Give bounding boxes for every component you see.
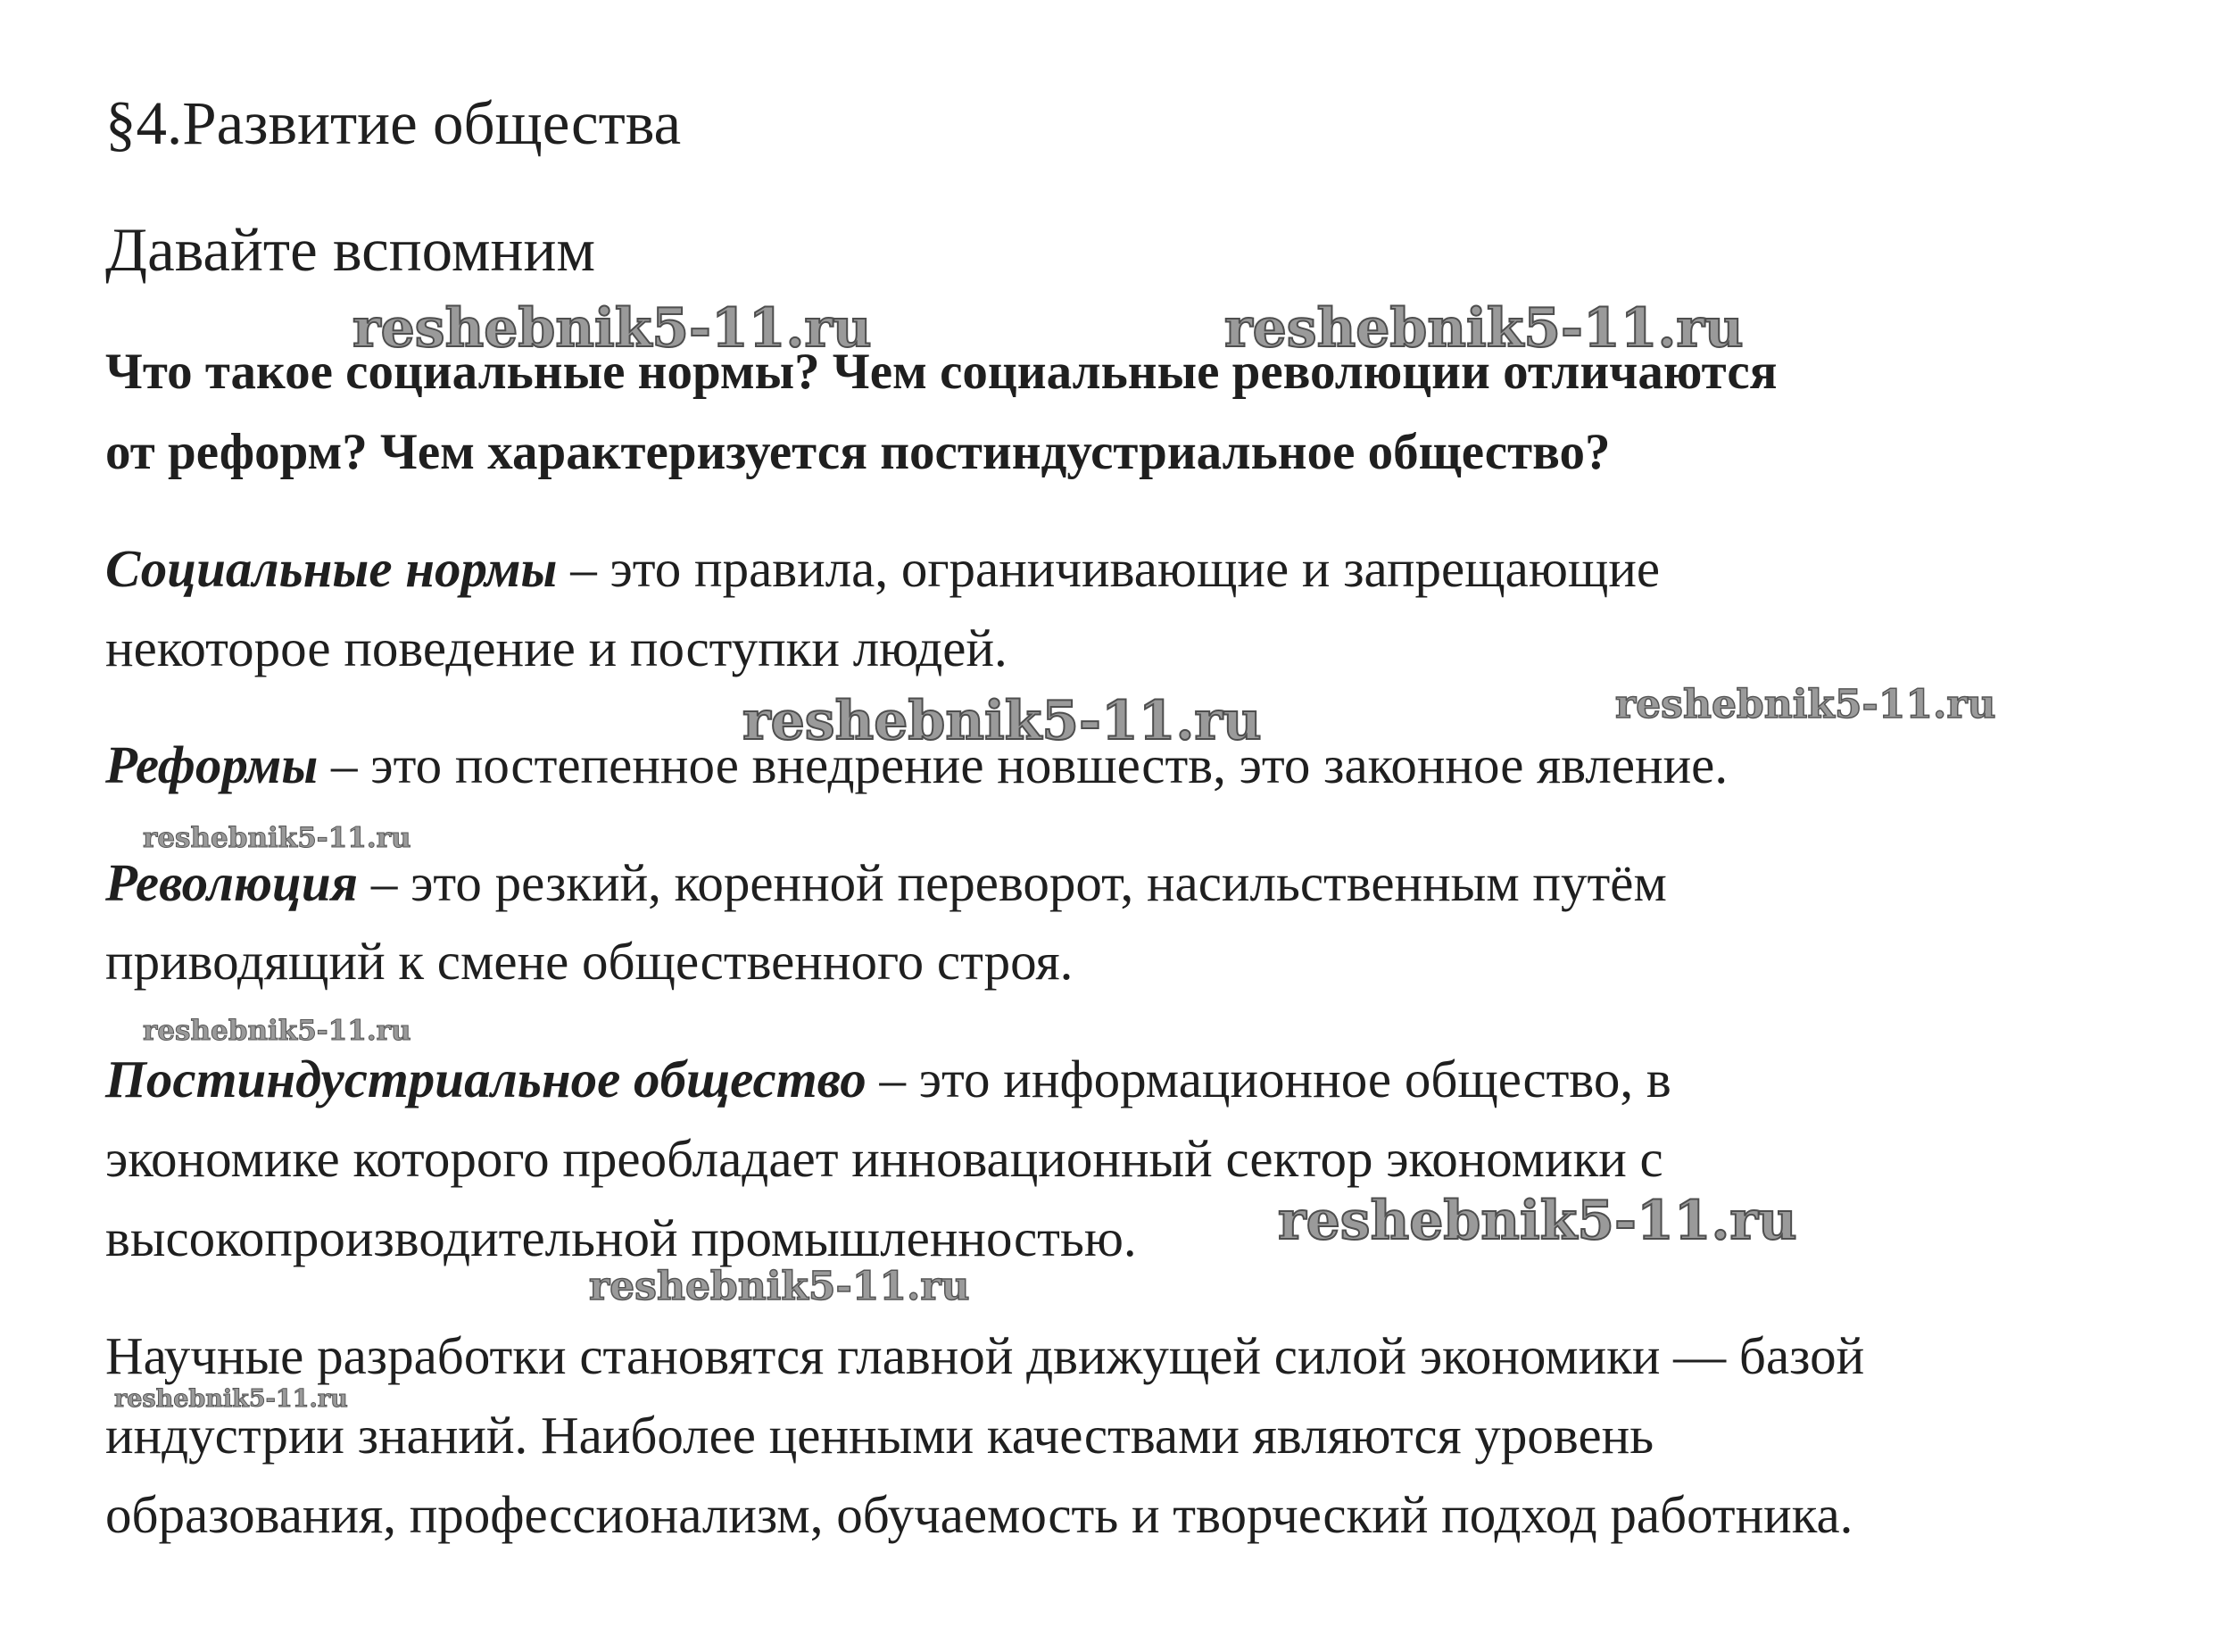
section-subtitle: Давайте вспомним	[105, 216, 596, 284]
definition-text: – это резкий, коренной переворот, насильственным путём	[358, 853, 1667, 912]
closing-line-2: индустрии знаний. Наиболее ценными качествами являются уровень	[105, 1406, 1654, 1465]
watermark: reshebnik5-11.ru	[114, 1385, 348, 1413]
definition-postindustrial-cont-1: экономике которого преобладает инновационный сектор экономики с	[105, 1129, 1663, 1188]
watermark: reshebnik5-11.ru	[1615, 682, 1996, 727]
definition-postindustrial-cont-2: высокопроизводительной промышленностью.	[105, 1208, 1137, 1267]
watermark: reshebnik5-11.ru	[589, 1264, 970, 1309]
closing-line-3: образования, профессионализм, обучаемость и творческий подход работника.	[105, 1485, 1853, 1544]
definition-revolution-cont: приводящий к смене общественного строя.	[105, 932, 1074, 991]
watermark: reshebnik5-11.ru	[1224, 297, 1744, 360]
term-postindustrial-society: Постиндустриальное общество	[105, 1050, 867, 1108]
watermark: reshebnik5-11.ru	[143, 822, 411, 854]
definition-text: – это информационное общество, в	[866, 1050, 1671, 1108]
definition-text: – это правила, ограничивающие и запрещающие	[557, 539, 1661, 598]
watermark: reshebnik5-11.ru	[742, 690, 1262, 752]
watermark: reshebnik5-11.ru	[352, 297, 872, 360]
question-line-1: Что такое социальные нормы? Чем социальные революции отличаются	[105, 344, 1778, 400]
question-line-2: от реформ? Чем характеризуется постиндустриальное общество?	[105, 424, 1611, 480]
definition-revolution	[105, 853, 1667, 912]
definition-postindustrial	[105, 1050, 1671, 1108]
page-title: §4.Развитие общества	[105, 89, 682, 157]
watermark: reshebnik5-11.ru	[1278, 1190, 1797, 1252]
definition-text: – это постепенное внедрение новшеств, это законное явление.	[318, 735, 1729, 794]
definition-norms-cont: некоторое поведение и поступки людей.	[105, 618, 1007, 677]
term-reforms: Реформы	[105, 735, 319, 794]
definition-norms	[105, 539, 1661, 598]
closing-line-1: Научные разработки становятся главной движущей силой экономики — базой	[105, 1326, 1865, 1385]
term-social-norms: Социальные нормы	[105, 539, 558, 598]
watermark: reshebnik5-11.ru	[143, 1015, 411, 1047]
term-revolution: Революция	[105, 853, 359, 912]
